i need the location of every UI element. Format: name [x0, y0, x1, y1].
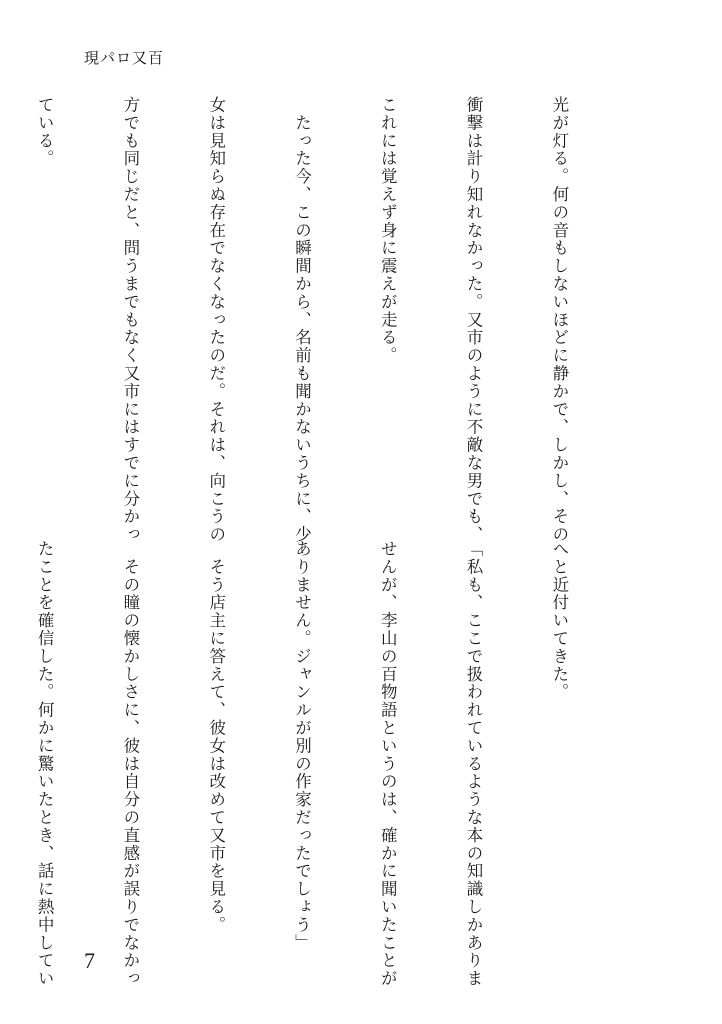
- text-line: その瞳の懐かしさに、彼は自分の直感が誤りでなかっ: [120, 540, 140, 988]
- text-line: これには覚えず身に震えが走る。: [378, 96, 398, 365]
- text-line: 「私も、ここで扱われているような本の知識しかありま: [464, 540, 484, 988]
- upper-text-block: [0, 96, 630, 544]
- text-line: ありません。ジャンルが別の作家だったでしょう」: [292, 540, 312, 952]
- lower-text-block: [0, 540, 630, 988]
- page-number: 7: [84, 948, 95, 973]
- text-line: たことを確信した。何かに驚いたとき、話に熱中してい: [35, 540, 55, 988]
- text-line: せんが、李山の百物語というのは、確かに聞いたことが: [378, 540, 398, 988]
- running-header: 現パロ又百: [84, 49, 165, 67]
- text-line: そう店主に答えて、彼女は改めて又市を見る。: [206, 540, 226, 934]
- text-line: たった今、この瞬間から、名前も聞かないうちに、少: [292, 96, 312, 544]
- text-line: ている。: [35, 96, 55, 168]
- text-line: 方でも同じだと、問うまでもなく又市にはすでに分かっ: [120, 96, 140, 544]
- text-line: 光が灯る。何の音もしないほどに静かで、しかし、その: [549, 96, 569, 544]
- text-line: へと近付いてきた。: [549, 540, 569, 702]
- text-line: 衝撃は計り知れなかった。又市のように不敵な男でも、: [464, 96, 484, 544]
- text-line: 女は見知らぬ存在でなくなったのだ。それは、向こうの: [206, 96, 226, 544]
